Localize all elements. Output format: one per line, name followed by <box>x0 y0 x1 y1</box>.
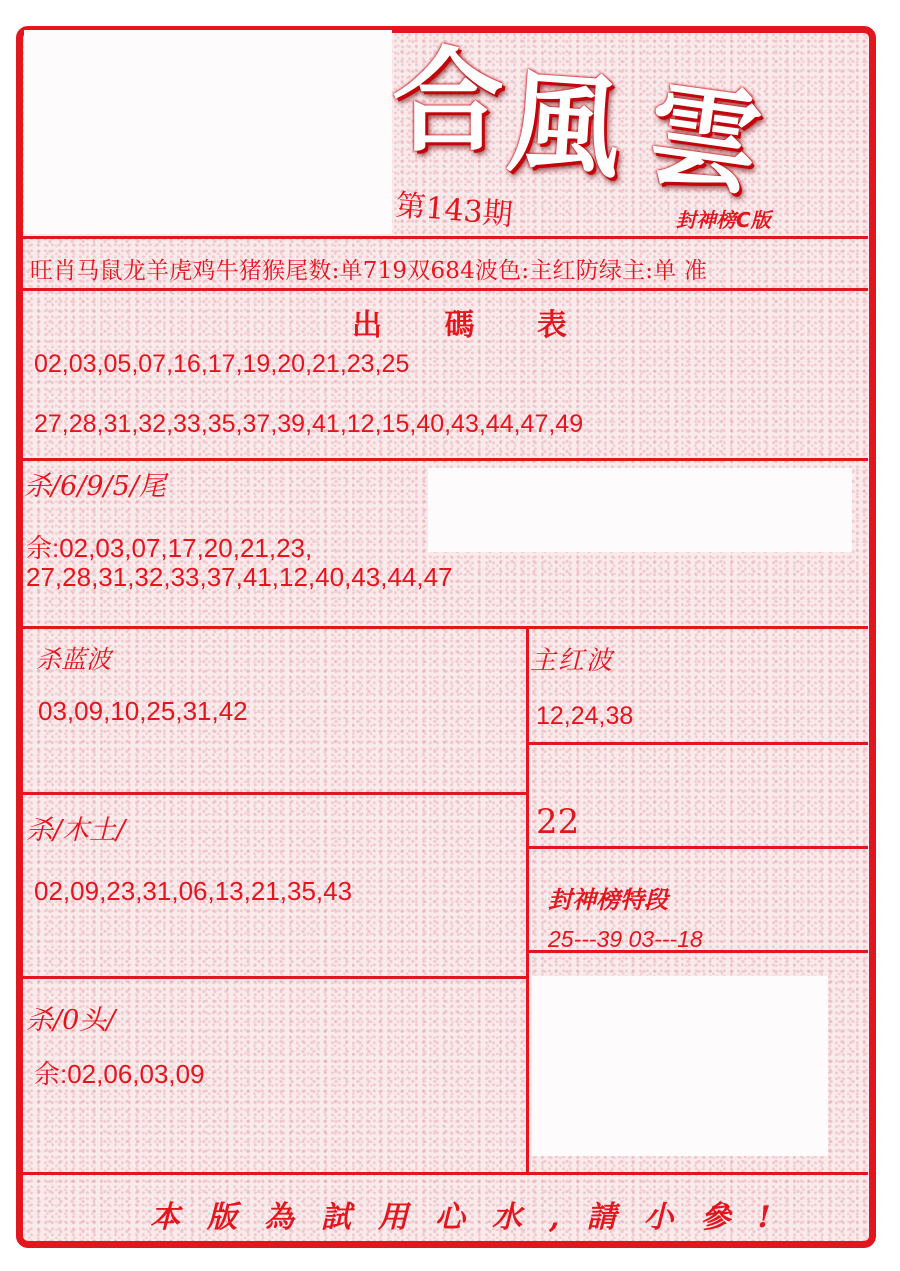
edition-label: 封神榜C版 <box>676 208 771 232</box>
title-char-1: 合 <box>392 36 504 167</box>
divider-left-1 <box>22 792 528 795</box>
kill-element-numbers: 02,09,23,31,06,13,21,35,43 <box>34 876 353 906</box>
divider-tail <box>22 626 868 629</box>
kill-tail-line-2: 27,28,31,32,33,37,41,12,40,43,44,47 <box>26 562 453 592</box>
main-red-title: 主红波 <box>530 646 615 676</box>
info-strip: 旺肖马鼠龙羊虎鸡牛猪猴尾数:单719双684波色:主红防绿主:单 准 <box>30 258 708 284</box>
divider-right-1 <box>528 742 868 745</box>
divider-left-2 <box>22 976 528 979</box>
chuma-title: 出 碼 表 <box>352 308 593 343</box>
chuma-line-2: 27,28,31,32,33,35,37,39,41,12,15,40,43,44,47,49 <box>34 410 584 438</box>
divider-right-2 <box>528 846 868 849</box>
kill-head-title: 杀/0头/ <box>26 1005 116 1036</box>
footer-note: 本版為試用心水,請小參! <box>150 1200 798 1235</box>
title-char-2: 風 <box>503 56 625 195</box>
kill-tail-title: 杀/6/9/5/尾 <box>24 471 166 502</box>
blank-right-bottom-area <box>532 976 828 1156</box>
kill-element-title: 杀/木土/ <box>26 815 126 846</box>
divider-footer <box>22 1172 868 1175</box>
divider-header <box>22 236 868 239</box>
special-segment-range: 25---39 03---18 <box>548 926 703 952</box>
special-segment-title: 封神榜特段 <box>548 885 668 914</box>
divider-chuma <box>22 458 868 461</box>
kill-blue-title: 杀蓝波 <box>36 645 112 674</box>
kill-head-remaining: 余:02,06,03,09 <box>34 1059 205 1089</box>
kill-tail-line-1: 余:02,03,07,17,20,21,23, <box>26 533 313 563</box>
issue-number: 第143期 <box>394 188 515 234</box>
title-char-3: 雲 <box>639 66 769 213</box>
kill-blue-numbers: 03,09,10,25,31,42 <box>38 696 248 726</box>
divider-info <box>22 288 868 291</box>
blank-tail-area <box>428 468 852 552</box>
main-red-numbers: 12,24,38 <box>536 702 634 730</box>
blank-logo-area <box>24 30 392 234</box>
divider-vertical <box>526 626 529 1174</box>
single-number: 22 <box>536 802 580 842</box>
chuma-line-1: 02,03,05,07,16,17,19,20,21,23,25 <box>34 350 410 378</box>
